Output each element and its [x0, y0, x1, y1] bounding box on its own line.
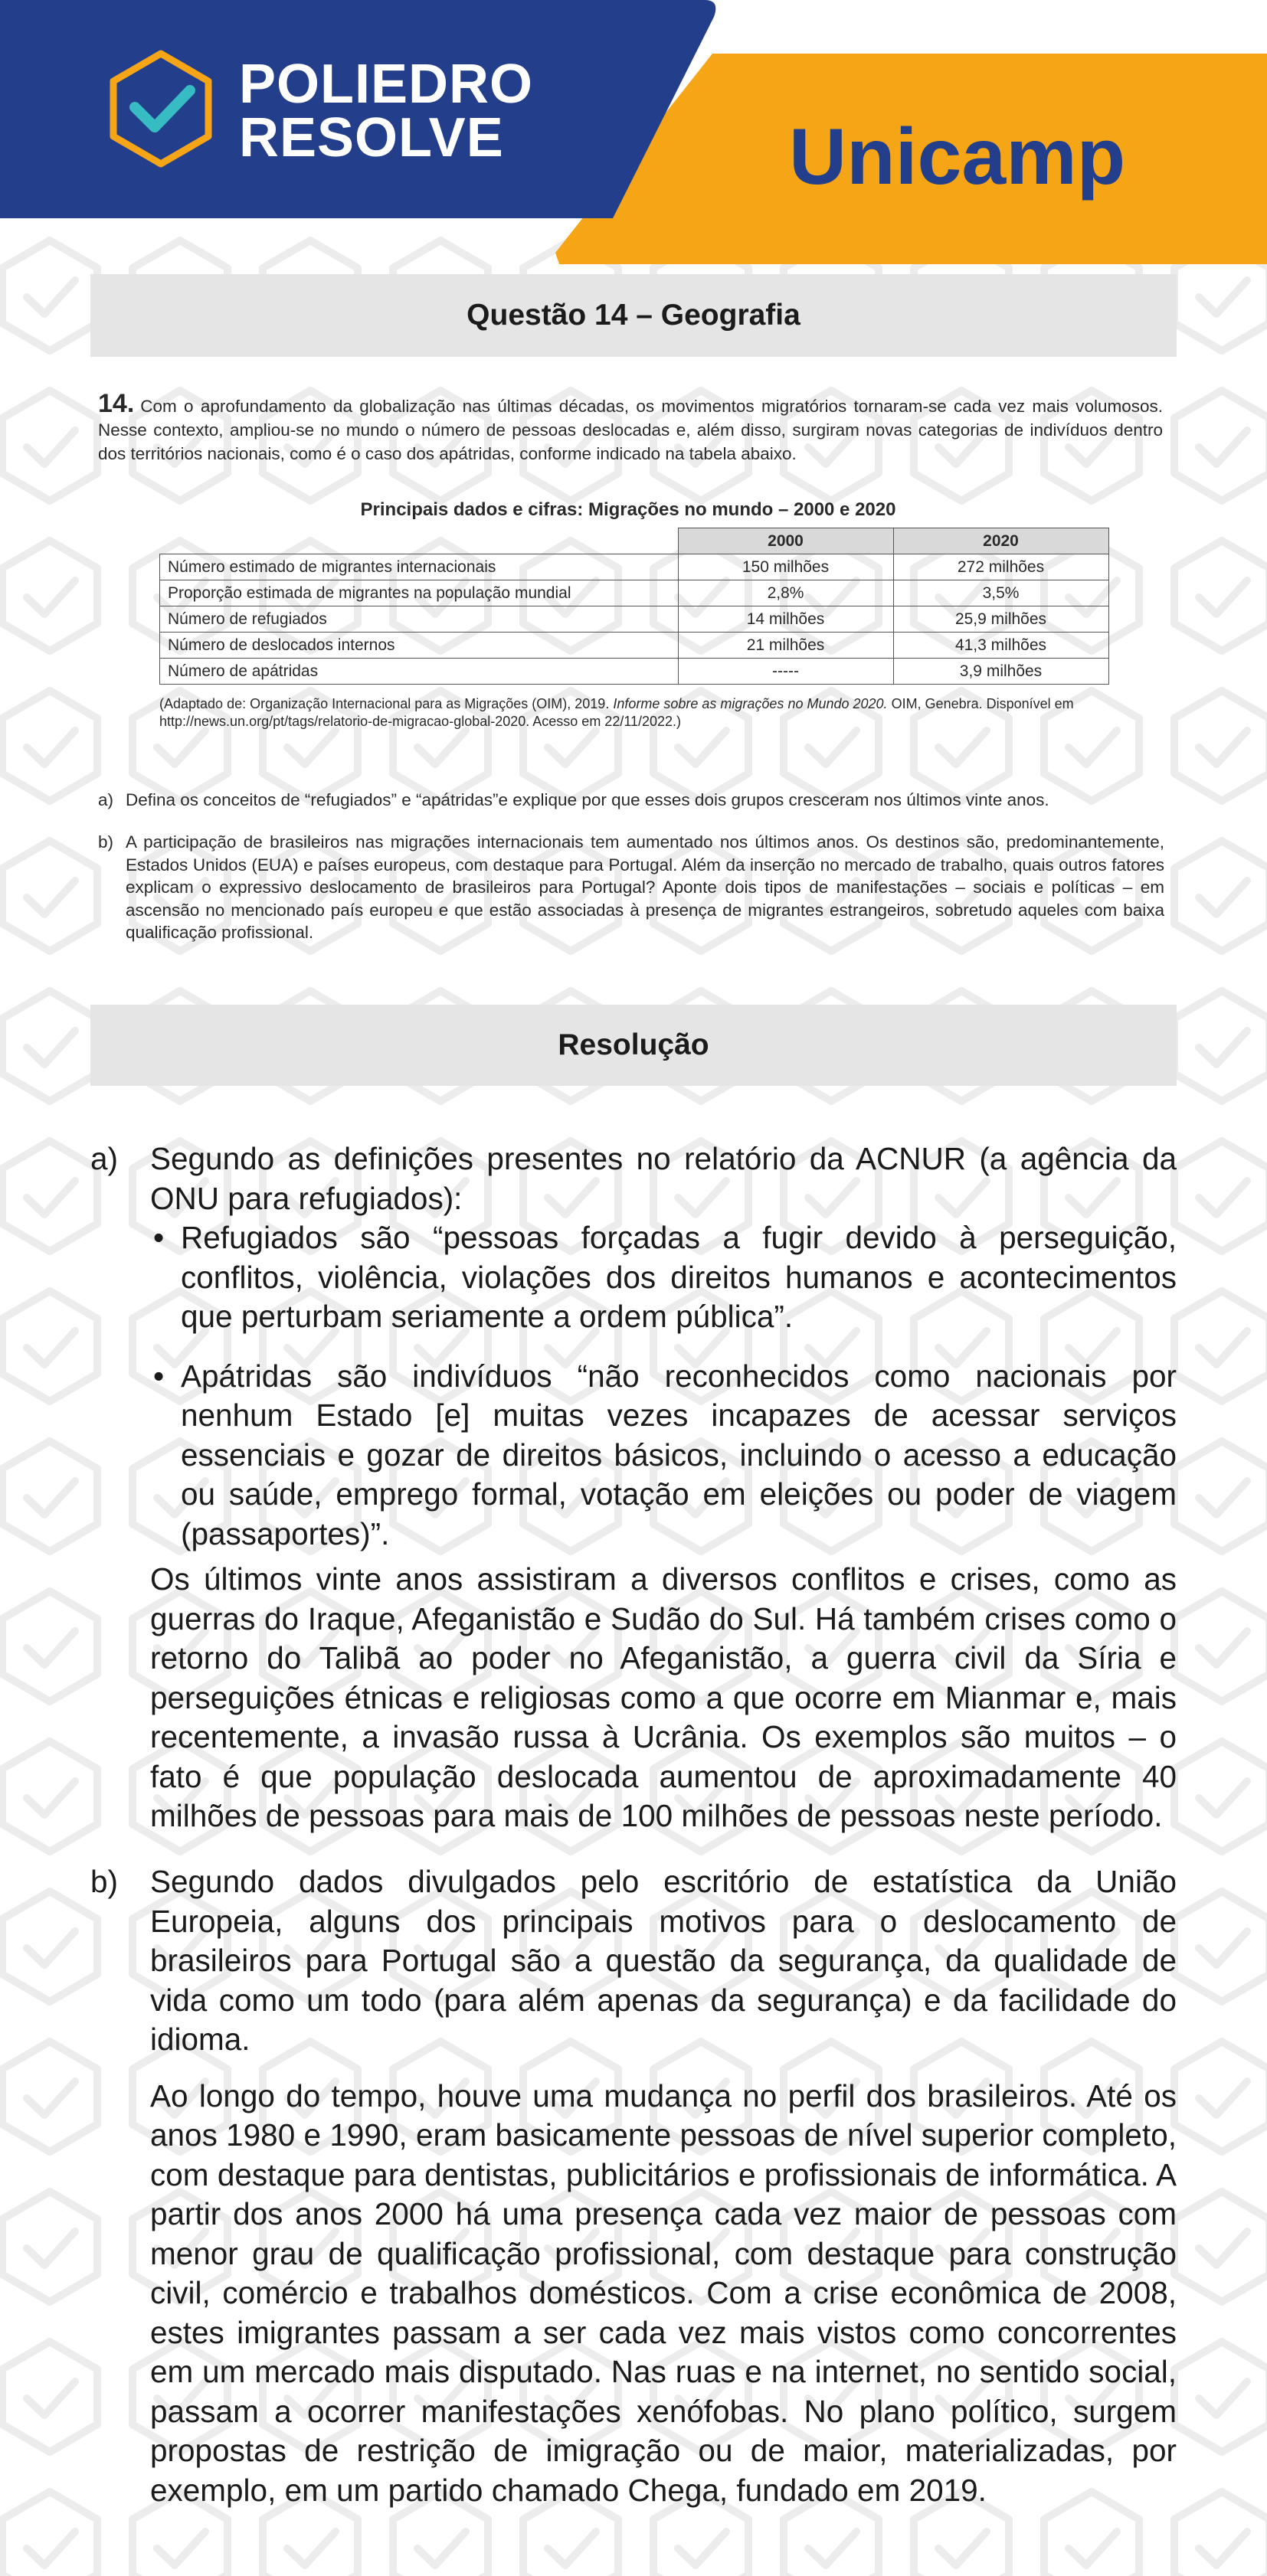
table-header-blank: [160, 528, 679, 554]
question-number: 14.: [98, 389, 135, 418]
table-cell-2000: -----: [678, 659, 893, 685]
migration-table: [159, 528, 1109, 685]
brand-line-2: RESOLVE: [239, 107, 504, 168]
table-cell-2000: 21 milhões: [678, 633, 893, 659]
bullet-text: Apátridas são indivíduos “não reconhecidos como nacionais por nenhum Estado [e] muitas vezes incapazes de acessar serviços essenciais e gozar de direitos básicos, incluindo o acesso a educação ou saúde, emprego formal, votação em eleições ou poder de viagem (passaportes)”.: [181, 1358, 1177, 1551]
bullet-icon: •: [153, 1220, 165, 1255]
source-text-end: OIM, Genebra. Disponível em http://news.un.org/pt/tags/relatorio-de-migracao-global-2020. Acesso em 22/11/2022.): [159, 696, 1074, 729]
resolution-a-conclusion: Os últimos vinte anos assistiram a diversos conflitos e crises, como as guerras do Iraque, Afeganistão e Sudão do Sul. Há também crises como o retorno do Talibã ao poder no Afeganistão, a guerra civil da Síria e perseguições étnicas e religiosas como a que ocorre em Mianmar e, mais recentemente, a invasão russa à Ucrânia. Os exemplos são muitos – o fato é que população deslocada aumentou de aproximadamente 40 milhões de pessoas para mais de 100 milhões de pessoas neste período.: [150, 1561, 1177, 1833]
item-text: A participação de brasileiros nas migrações internacionais tem aumentado nos últimos anos. Os destinos são, predominantemente, Estados Unidos (EUA) e países europeus, com destaque para Portugal. Além da inserção no mercado de trabalho, quais outros fatores explicam o expressivo deslocamento de brasileiros para Portugal? Aponte dois tipos de manifestações – sociais e políticas – em ascensão no mencionado país europeu e que estão associadas à presença de migrantes estrangeiros, sobretudo aqueles com baixa qualificação profissional.: [126, 832, 1164, 942]
table-row: [160, 554, 1109, 580]
table-cell-2000: 2,8%: [678, 580, 893, 606]
bullet-text: Refugiados são “pessoas forçadas a fugir devido à perseguição, conflitos, violência, violações dos direitos humanos e acontecimentos que perturbam seriamente a ordem pública”.: [181, 1220, 1177, 1334]
table-row: [160, 659, 1109, 685]
table-cell-2000: 14 milhões: [678, 606, 893, 633]
resolution-item-b: [90, 1862, 1177, 2510]
question-intro-text: Com o aprofundamento da globalização nas últimas décadas, os movimentos migratórios tornaram-se cada vez mais volumosos. Nesse contexto, ampliou-se no mundo o número de pessoas deslocadas e, além disso, surgiram novas categorias de indivíduos dentro dos territórios nacionais, como é o caso dos apátridas, conforme indicado na tabela abaixo.: [98, 397, 1163, 463]
table-row: [160, 580, 1109, 606]
table-header-row: [160, 528, 1109, 554]
university-name: Unicamp: [789, 113, 1126, 201]
question-item-a: [98, 789, 1164, 812]
bullet-apatridas: [150, 1357, 1177, 1554]
table-row-label: Número de apátridas: [160, 659, 679, 685]
table-header-2000: 2000: [678, 528, 893, 554]
resolution-title: Resolução: [90, 1005, 1177, 1086]
bullet-refugiados: [150, 1218, 1177, 1337]
table-row: [160, 606, 1109, 633]
question-item-b: [98, 831, 1164, 944]
resolution-a-intro: Segundo as definições presentes no relatório da ACNUR (a agência da ONU para refugiados):: [150, 1141, 1177, 1216]
table-header-2020: 2020: [893, 528, 1108, 554]
item-label: b): [98, 832, 114, 852]
item-text: Defina os conceitos de “refugiados” e “apátridas”e explique por que esses dois grupos cresceram nos últimos vinte anos.: [126, 790, 1049, 809]
bullet-icon: •: [153, 1358, 165, 1394]
table-row-label: Proporção estimada de migrantes na população mundial: [160, 580, 679, 606]
table-cell-2000: 150 milhões: [678, 554, 893, 580]
table-source: [159, 695, 1102, 731]
table-row-label: Número de deslocados internos: [160, 633, 679, 659]
table-title: Principais dados e cifras: Migrações no mundo – 2000 e 2020: [360, 499, 896, 520]
item-label: a): [90, 1141, 119, 1176]
table-cell-2020: 3,9 milhões: [893, 659, 1108, 685]
table-row-label: Número estimado de migrantes internacionais: [160, 554, 679, 580]
resolution-item-a: [90, 1139, 1177, 1836]
table-cell-2020: 25,9 milhões: [893, 606, 1108, 633]
table-row-label: Número de refugiados: [160, 606, 679, 633]
brand-line-1: POLIEDRO: [239, 54, 534, 115]
table-row: [160, 633, 1109, 659]
resolution-b-p2: Ao longo do tempo, houve uma mudança no perfil dos brasileiros. Até os anos 1980 e 1990, eram basicamente pessoas de nível superior completo, com destaque para dentistas, publicitários e profissionais de informática. A partir dos anos 2000 há uma presença cada vez maior de pessoas com menor grau de qualificação profissional, com destaque para construção civil, comércio e trabalhos domésticos. Com a crise econômica de 2008, estes imigrantes passam a ser cada vez mais vistos como concorrentes em um mercado mais disputado. Nas ruas e na internet, no sentido social, passam a ocorrer manifestações xenófobas. No plano político, surgem propostas de restrição de imigração ou de maior, materializadas, por exemplo, em um partido chamado Chega, fundado em 2019.: [150, 2077, 1177, 2508]
item-label: b): [90, 1864, 119, 1899]
question-intro: [98, 389, 1163, 466]
table-cell-2020: 272 milhões: [893, 554, 1108, 580]
table-cell-2020: 3,5%: [893, 580, 1108, 606]
source-text: (Adaptado de: Organização Internacional para as Migrações (OIM), 2019.: [159, 696, 610, 711]
source-title: Informe sobre as migrações no Mundo 2020.: [613, 696, 888, 711]
resolution-b-p1: Segundo dados divulgados pelo escritório de estatística da União Europeia, alguns dos principais motivos para o deslocamento de brasileiros para Portugal são a questão da segurança, da qualidade de vida como um todo (para além apenas da segurança) e da facilidade do idioma.: [150, 1864, 1177, 2057]
table-cell-2020: 41,3 milhões: [893, 633, 1108, 659]
item-label: a): [98, 790, 114, 809]
question-title: Questão 14 – Geografia: [90, 274, 1177, 357]
